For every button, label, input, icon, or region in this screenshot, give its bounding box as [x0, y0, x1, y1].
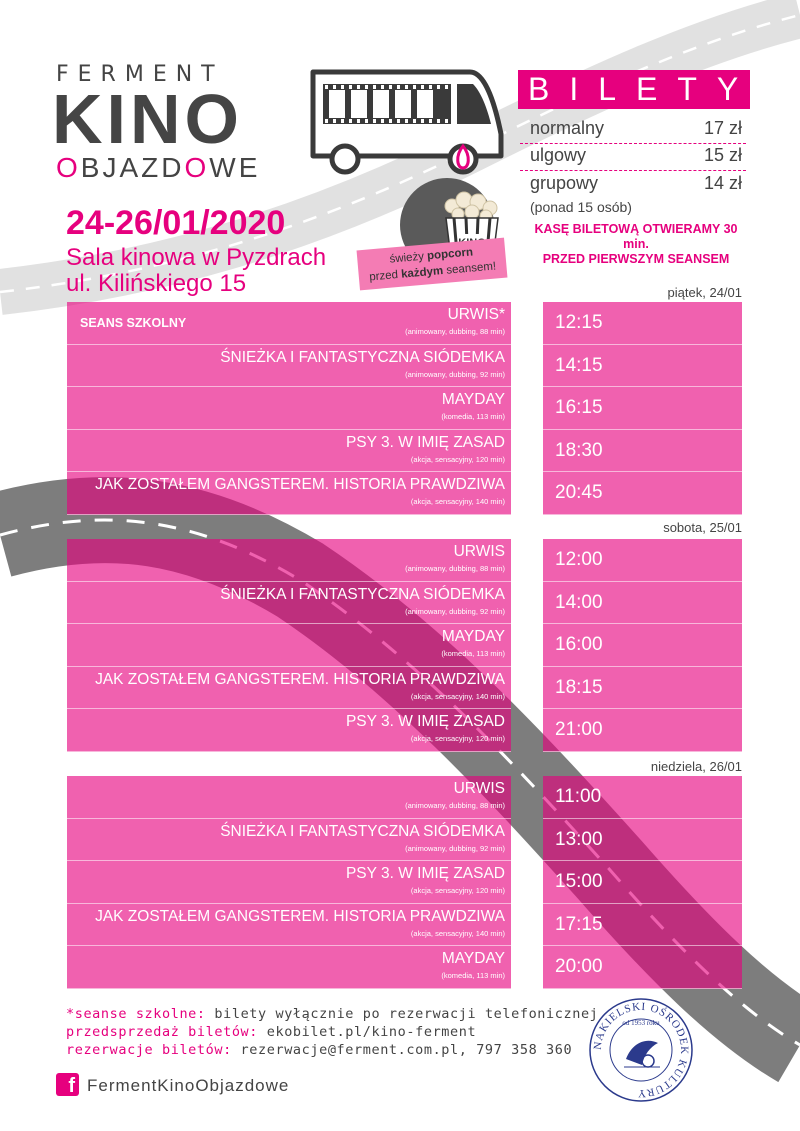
price-label: ulgowy	[530, 145, 587, 165]
film-meta: (animowany, dubbing, 92 min)	[405, 606, 505, 616]
logo-kino: KINO	[52, 80, 243, 158]
showtime: 18:15	[555, 676, 603, 698]
film-title: ŚNIEŻKA I FANTASTYCZNA SIÓDEMKA	[220, 348, 505, 366]
time-row	[543, 430, 742, 473]
showtime: 14:00	[555, 591, 603, 613]
group-note: (ponad 15 osób)	[530, 199, 632, 215]
film-title: JAK ZOSTAŁEM GANGSTEREM. HISTORIA PRAWDZIWA	[95, 476, 505, 493]
film-meta: (akcja, sensacyjny, 140 min)	[410, 497, 505, 506]
facebook-icon[interactable]: f	[56, 1073, 79, 1096]
film-title: PSY 3. W IMIĘ ZASAD	[345, 865, 505, 882]
time-list-sunday	[543, 776, 742, 989]
film-row	[67, 946, 511, 989]
film-meta: (akcja, sensacyjny, 120 min)	[410, 454, 505, 464]
film-row	[67, 819, 511, 862]
film-meta: (animowany, dubbing, 92 min)	[405, 843, 505, 853]
showtime: 21:00	[555, 719, 603, 740]
film-title: ŚNIEŻKA I FANTASTYCZNA SIÓDEMKA	[220, 822, 505, 840]
popcorn-label: świeży popcorn przed każdym seansem!	[357, 238, 508, 291]
film-title: MAYDAY	[441, 628, 505, 645]
film-meta: (komedia, 113 min)	[441, 412, 505, 421]
film-meta: (akcja, sensacyjny, 140 min)	[410, 928, 505, 938]
showtime: 18:30	[555, 439, 603, 461]
time-row	[543, 819, 742, 862]
film-meta: (akcja, sensacyjny, 140 min)	[410, 691, 505, 701]
bus-icon	[305, 64, 505, 179]
showtime: 13:00	[555, 828, 603, 850]
film-title: MAYDAY	[441, 391, 505, 408]
time-row	[543, 861, 742, 904]
logo-objazdowe: OBJAZDOWE	[56, 152, 261, 183]
showtime: 16:15	[555, 397, 603, 418]
showtime: 17:15	[555, 913, 603, 935]
film-row	[67, 582, 511, 625]
showtime: 11:00	[555, 786, 602, 807]
footer-presale: przedsprzedaż biletów: ekobilet.pl/kino-ferment	[66, 1024, 477, 1040]
time-row	[543, 667, 742, 710]
film-title: URWIS	[453, 543, 505, 560]
nok-seal-logo	[588, 997, 694, 1103]
film-list-friday	[67, 302, 511, 515]
time-row	[543, 776, 742, 819]
price-value: 14 zł	[703, 173, 742, 193]
film-row	[67, 345, 511, 388]
film-meta: (animowany, dubbing, 88 min)	[405, 801, 505, 810]
film-row	[67, 387, 511, 430]
event-venue: Sala kinowa w Pyzdrach ul. Kilińskiego 15	[66, 244, 327, 297]
showtime: 12:15	[555, 312, 603, 333]
footer-school-note: *seanse szkolne: bilety wyłącznie po rezerwacji telefonicznej	[66, 1006, 599, 1022]
time-list-saturday	[543, 539, 742, 752]
film-list-sunday	[67, 776, 511, 989]
film-meta: (akcja, sensacyjny, 120 min)	[410, 734, 505, 743]
showtime: 20:45	[555, 482, 603, 503]
film-title: JAK ZOSTAŁEM GANGSTEREM. HISTORIA PRAWDZIWA	[95, 670, 505, 688]
film-meta: (komedia, 113 min)	[441, 971, 505, 980]
footer-reservations: rezerwacje biletów: rezerwacje@ferment.com.pl, 797 358 360	[66, 1042, 573, 1058]
price-value: 15 zł	[703, 145, 742, 165]
showtime: 15:00	[555, 871, 603, 892]
tickets-heading: BILETY	[518, 70, 750, 109]
time-row	[543, 946, 742, 989]
film-meta: (animowany, dubbing, 92 min)	[405, 369, 505, 379]
film-meta: (komedia, 113 min)	[441, 649, 505, 658]
film-title: MAYDAY	[441, 950, 505, 967]
film-row	[67, 624, 511, 667]
time-row	[543, 709, 742, 752]
film-title: PSY 3. W IMIĘ ZASAD	[345, 713, 505, 730]
film-row	[67, 861, 511, 904]
time-row	[543, 387, 742, 430]
day-label-sunday: niedziela, 26/01	[650, 759, 742, 774]
time-row	[543, 582, 742, 625]
facebook-link[interactable]: FermentKinoObjazdowe	[87, 1076, 290, 1095]
time-row	[543, 539, 742, 582]
showtime: 16:00	[555, 634, 603, 655]
time-row	[543, 904, 742, 947]
film-meta: (animowany, dubbing, 88 min)	[405, 327, 505, 336]
film-title: URWIS	[453, 780, 505, 797]
showtime: 20:00	[555, 956, 603, 977]
film-row	[67, 472, 511, 515]
seal-since: od 1953 roku	[622, 1019, 660, 1027]
day-label-friday: piątek, 24/01	[667, 285, 742, 300]
film-title: URWIS*	[447, 306, 505, 323]
film-meta: (animowany, dubbing, 88 min)	[405, 564, 505, 573]
film-title: PSY 3. W IMIĘ ZASAD	[345, 433, 505, 451]
film-row	[67, 776, 511, 819]
time-row	[543, 345, 742, 388]
film-title: ŚNIEŻKA I FANTASTYCZNA SIÓDEMKA	[220, 585, 505, 603]
film-row	[67, 302, 511, 345]
price-label: normalny	[530, 118, 605, 138]
time-list-friday	[543, 302, 742, 515]
time-row	[543, 472, 742, 515]
film-list-saturday	[67, 539, 511, 752]
time-row	[543, 624, 742, 667]
film-row	[67, 904, 511, 947]
showtime: 14:15	[555, 354, 603, 376]
film-meta: (akcja, sensacyjny, 120 min)	[410, 886, 505, 895]
price-label: grupowy	[530, 173, 599, 193]
showtime: 12:00	[555, 549, 603, 570]
film-row	[67, 667, 511, 710]
event-dates: 24-26/01/2020	[66, 204, 286, 242]
film-row	[67, 430, 511, 473]
price-divider	[520, 170, 746, 171]
time-row	[543, 302, 742, 345]
price-divider	[520, 143, 746, 144]
box-office-note: KASĘ BILETOWĄ OTWIERAMY 30 min. PRZED PIERWSZYM SEANSEM	[534, 222, 738, 266]
logo-ferment: FERMENT	[56, 62, 224, 87]
price-value: 17 zł	[703, 118, 742, 138]
school-screening-tag: SEANS SZKOLNY	[80, 316, 187, 330]
day-label-saturday: sobota, 25/01	[663, 520, 742, 535]
film-title: JAK ZOSTAŁEM GANGSTEREM. HISTORIA PRAWDZIWA	[95, 907, 505, 925]
seal-text: NAKIELSKI OŚRODEK KULTURY	[591, 1000, 691, 1100]
film-row	[67, 709, 511, 752]
film-row	[67, 539, 511, 582]
